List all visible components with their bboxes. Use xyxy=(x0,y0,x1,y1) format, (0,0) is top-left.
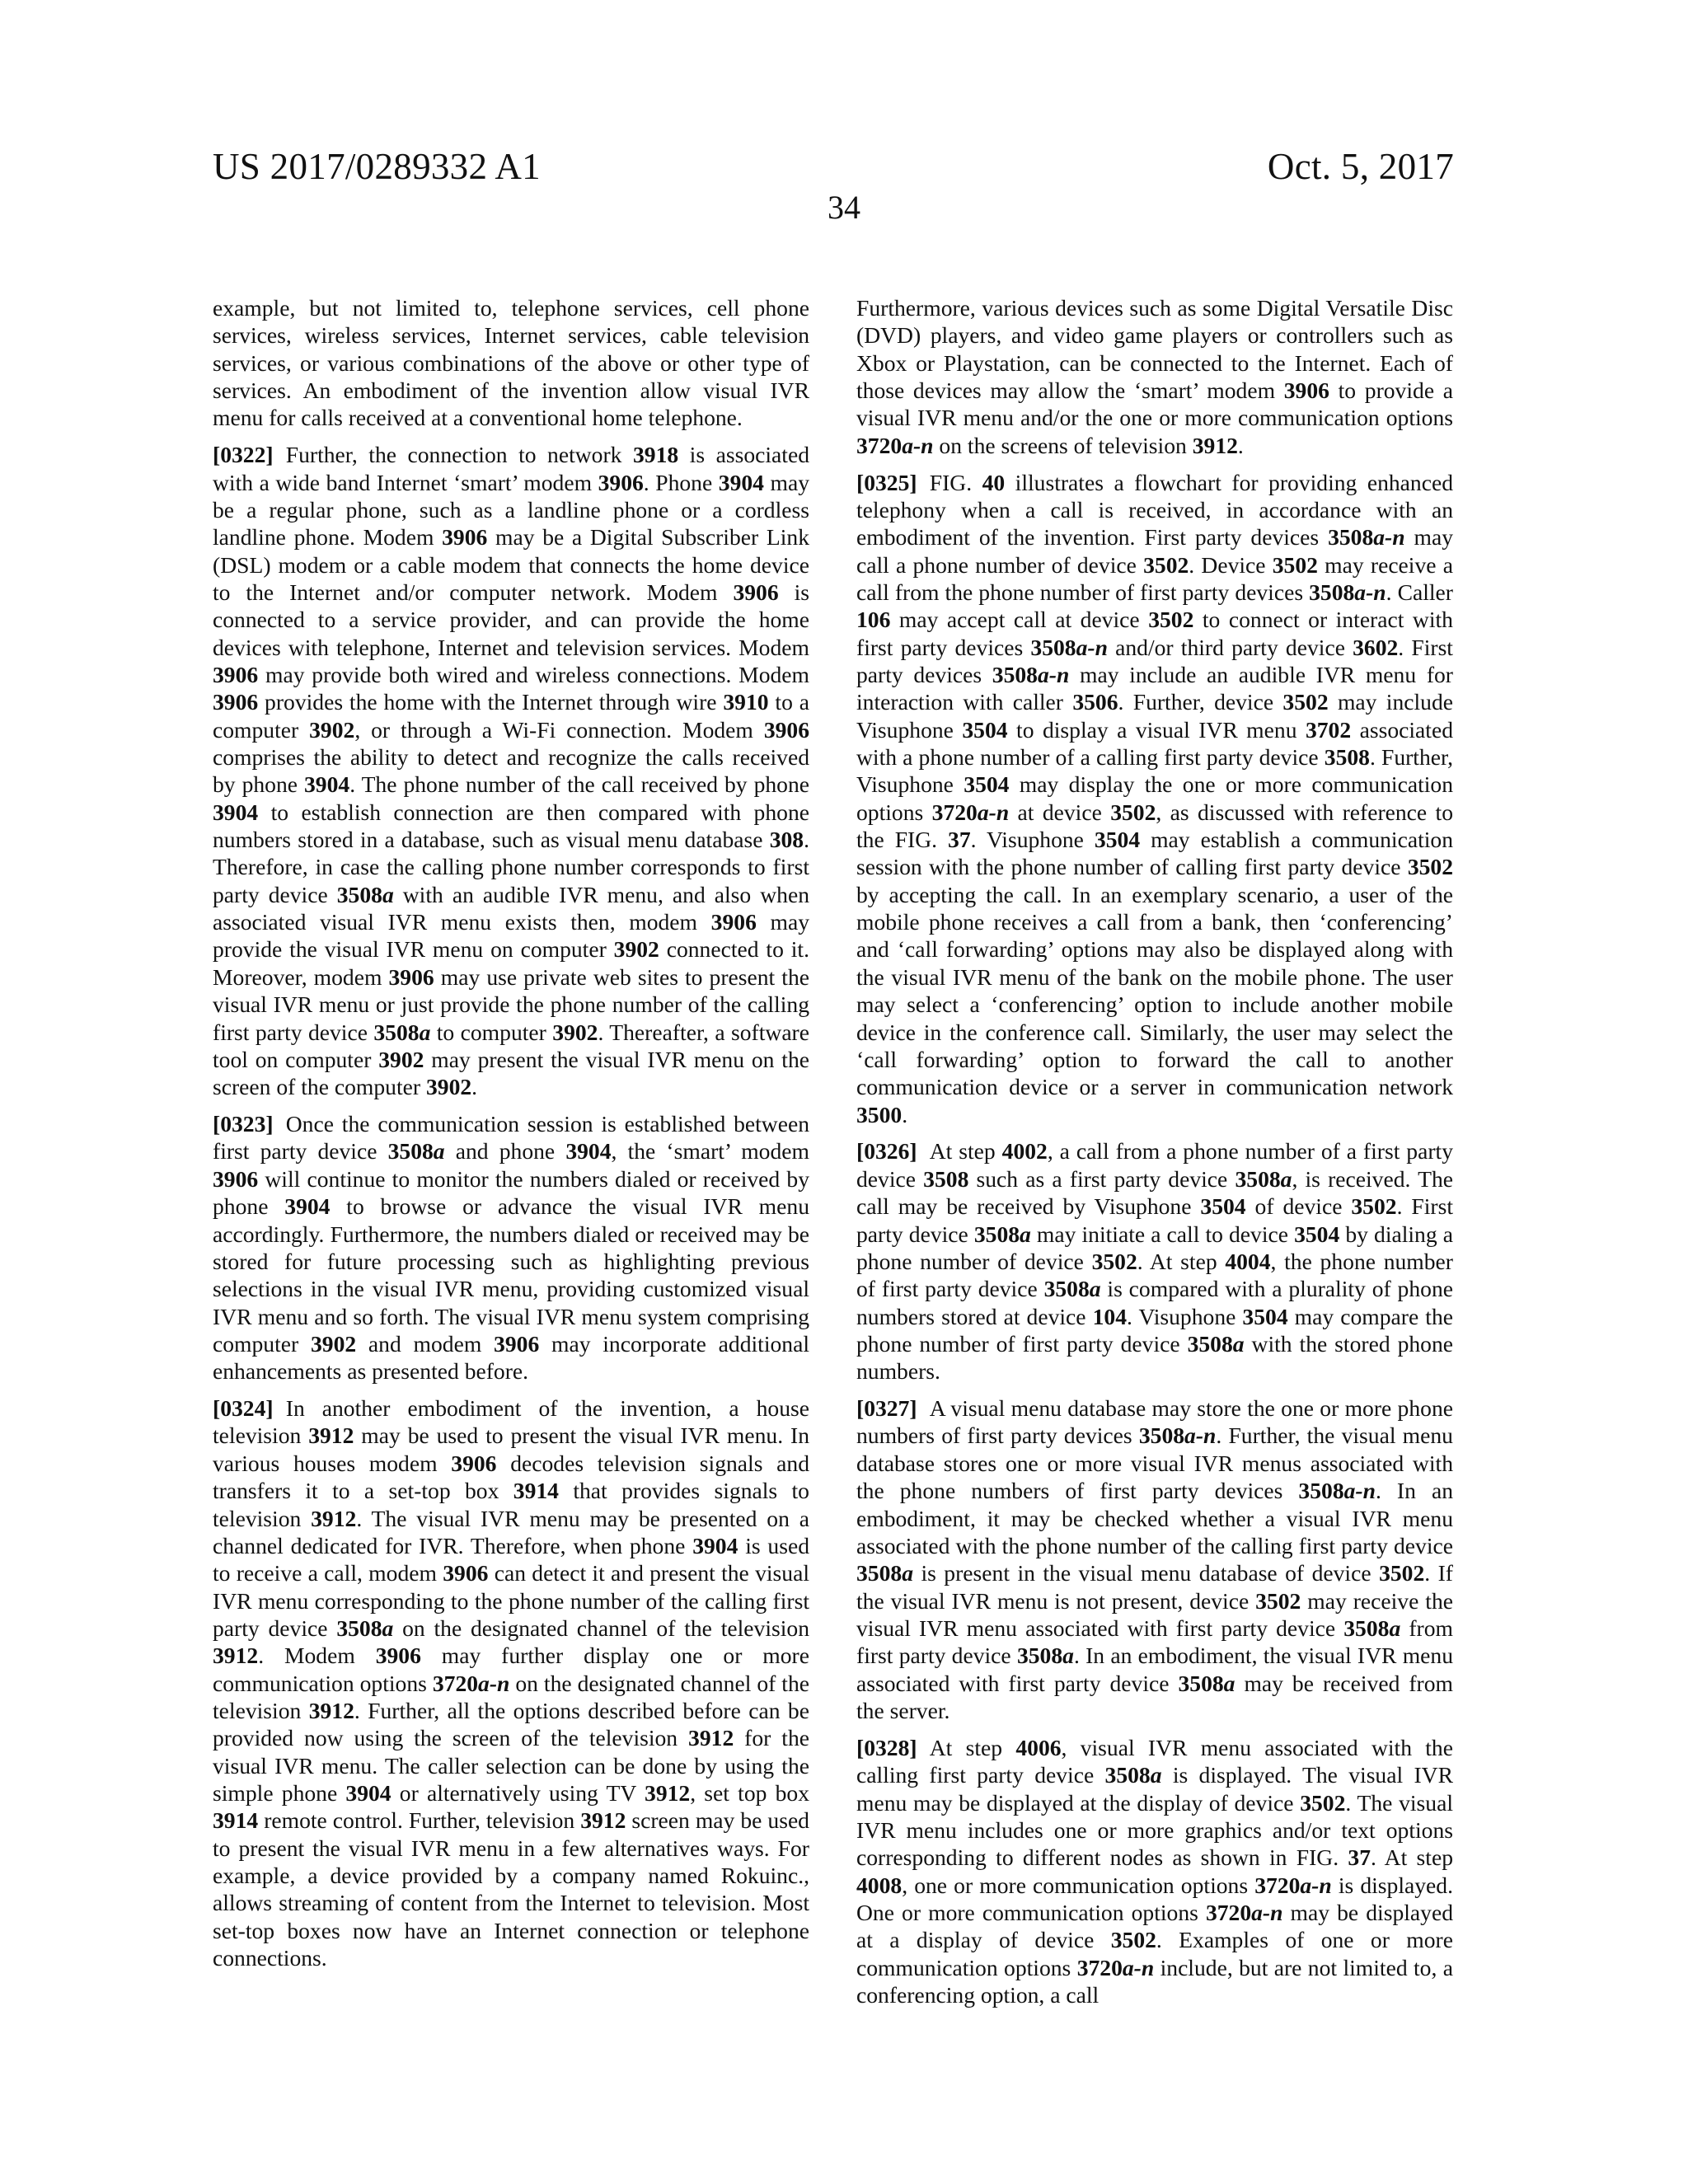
right-column xyxy=(856,294,1453,2018)
paragraph-0324 xyxy=(213,1394,809,1971)
paragraph-0327 xyxy=(856,1394,1453,1724)
paragraph-number: [0322] xyxy=(213,442,274,468)
paragraph-number: [0323] xyxy=(213,1111,274,1137)
paragraph-0322 xyxy=(213,441,809,1100)
paragraph-text: Further, the connection to network 3918 is associated with a wide band Internet ‘smart’ modem 3906. Phone 3904 may be a regular phone, such as a landline phone or a cordless landline phone. Modem 3906 may be a Digital Subscriber Link (DSL) modem or a cable modem that connects the home device to the Internet and/or computer network. Modem 3906 is connected to a service provider, and can provide the home devices with telephone, Internet and television services. Modem 3906 may provide both wired and wireless connections. Modem 3906 provides the home with the Internet through wire 3910 to a computer 3902, or through a Wi-Fi connection. Modem 3906 comprises the ability to detect and recognize the calls received by phone 3904. The phone number of the call received by phone 3904 to establish connection are then compared with phone numbers stored in a database, such as visual menu database 308. Therefore, in case the calling phone number corresponds to first party device 3508a with an audible IVR menu, and also when associated visual IVR menu exists then, modem 3906 may provide the visual IVR menu on computer 3902 connected to it. Moreover, modem 3906 may use private web sites to present the visual IVR menu or just provide the phone number of the calling first party device 3508a to computer 3902. Thereafter, a software tool on computer 3902 may present the visual IVR menu on the screen of the computer 3902. xyxy=(213,442,810,1100)
paragraph-text: In another embodiment of the invention, a house television 3912 may be used to present the visual IVR menu. In various houses modem 3906 decodes television signals and transfers it to a set-top box 3914 that provides signals to television 3912. The visual IVR menu may be presented on a channel dedicated for IVR. Therefore, when phone 3904 is used to receive a call, modem 3906 can detect it and present the visual IVR menu corresponding to the phone number of the calling first party device 3508a on the designated channel of the television 3912. Modem 3906 may further display one or more communication options 3720a-n on the designated channel of the television 3912. Further, all the options described before can be provided now using the screen of the television 3912 for the visual IVR menu. The caller selection can be done by using the simple phone 3904 or alternatively using TV 3912, set top box 3914 remote control. Further, television 3912 screen may be used to present the visual IVR menu in a few alternatives ways. For example, a device provided by a company named Rokuinc., allows streaming of content from the Internet to television. Most set-top boxes now have an Internet connection or telephone connections. xyxy=(213,1395,810,1971)
paragraph-number: [0325] xyxy=(856,469,917,495)
paragraph-number: [0324] xyxy=(213,1395,274,1422)
paragraph-text: FIG. 40 illustrates a flowchart for providing enhanced telephony when a call is received, in accordance with an embodiment of the invention. First party devices 3508a-n may call a phone number of device 3502. Device 3502 may receive a call from the phone number of first party devices 3508a-n. Caller 106 may accept call at device 3502 to connect or interact with first party devices 3508a-n and/or third party device 3602. First party devices 3508a-n may include an audible IVR menu for interaction with caller 3506. Further, device 3502 may include Visuphone 3504 to display a visual IVR menu 3702 associated with a phone number of a calling first party device 3508. Further, Visuphone 3504 may display the one or more communication options 3720a-n at device 3502, as discussed with reference to the FIG. 37. Visuphone 3504 may establish a communication session with the phone number of calling first party device 3502 by accepting the call. In an exemplary scenario, a user of the mobile phone receives a call from a bank, then ‘conferencing’ and ‘call forwarding’ options may also be displayed along with the visual IVR menu of the bank on the mobile phone. The user may select a ‘conferencing’ option to include another mobile device in the conference call. Similarly, the user may select the ‘call forwarding’ option to forward the call to another communication device or a server in communication network 3500. xyxy=(856,469,1454,1127)
paragraph-number: [0328] xyxy=(856,1734,917,1760)
paragraph-0328 xyxy=(856,1734,1453,2008)
publication-number: US 2017/0289332 A1 xyxy=(213,146,541,187)
paragraph-0323 xyxy=(213,1110,809,1385)
paragraph-number: [0327] xyxy=(856,1395,917,1422)
page-number: 34 xyxy=(828,189,860,226)
paragraph-text: Once the communication session is established between first party device 3508a and phone 3904, the ‘smart’ modem 3906 will continue to monitor the numbers dialed or received by phone 3904 to browse or advance the visual IVR menu accordingly. Furthermore, the numbers dialed or received may be stored for future processing such as highlighting previous selections in the visual IVR menu, providing customized visual IVR menu and so forth. The visual IVR menu system comprising computer 3902 and modem 3906 may incorporate additional enhancements as presented before. xyxy=(213,1111,809,1385)
continuation-paragraph: Furthermore, various devices such as some Digital Versatile Disc (DVD) players, and video game players or controllers such as Xbox or Playstation, can be connected to the Internet. Each of those devices may allow the ‘smart’ modem 3906 to provide a visual IVR menu and/or the one or more communication options 3720a-n on the screens of television 3912. xyxy=(856,295,1454,458)
publication-date: Oct. 5, 2017 xyxy=(1267,146,1454,187)
paragraph-0325 xyxy=(856,469,1453,1128)
paragraph-text: At step 4002, a call from a phone number of a first party device 3508 such as a first party device 3508a, is received. The call may be received by Visuphone 3504 of device 3502. First party device 3508a may initiate a call to device 3504 by dialing a phone number of device 3502. At step 4004, the phone number of first party device 3508a is compared with a plurality of phone numbers stored at device 104. Visuphone 3504 may compare the phone number of first party device 3508a with the stored phone numbers. xyxy=(856,1138,1454,1385)
paragraph-number: [0326] xyxy=(856,1138,917,1165)
continuation-paragraph: example, but not limited to, telephone services, cell phone services, wireless services, Internet services, cable television services, or various combinations of the above or other type of services. An embodiment of the invention allow visual IVR menu for calls received at a conventional home telephone. xyxy=(213,295,809,431)
left-column xyxy=(213,294,809,1981)
paragraph-0326 xyxy=(856,1137,1453,1385)
paragraph-text: At step 4006, visual IVR menu associated with the calling first party device 3508a is displayed. The visual IVR menu may be displayed at the display of device 3502. The visual IVR menu includes one or more graphics and/or text options corresponding to different nodes as shown in FIG. 37. At step 4008, one or more communication options 3720a-n is displayed. One or more communication options 3720a-n may be displayed at a display of device 3502. Examples of one or more communication options 3720a-n include, but are not limited to, a conferencing option, a call xyxy=(856,1734,1453,2008)
paragraph-text: A visual menu database may store the one or more phone numbers of first party devices 3508a-n. Further, the visual menu database stores one or more visual IVR menus associated with the phone numbers of first party devices 3508a-n. In an embodiment, it may be checked whether a visual IVR menu associated with the phone number of the calling first party device 3508a is present in the visual menu database of device 3502. If the visual IVR menu is not present, device 3502 may receive the visual IVR menu associated with first party device 3508a from first party device 3508a. In an embodiment, the visual IVR menu associated with first party device 3508a may be received from the server. xyxy=(856,1395,1454,1723)
